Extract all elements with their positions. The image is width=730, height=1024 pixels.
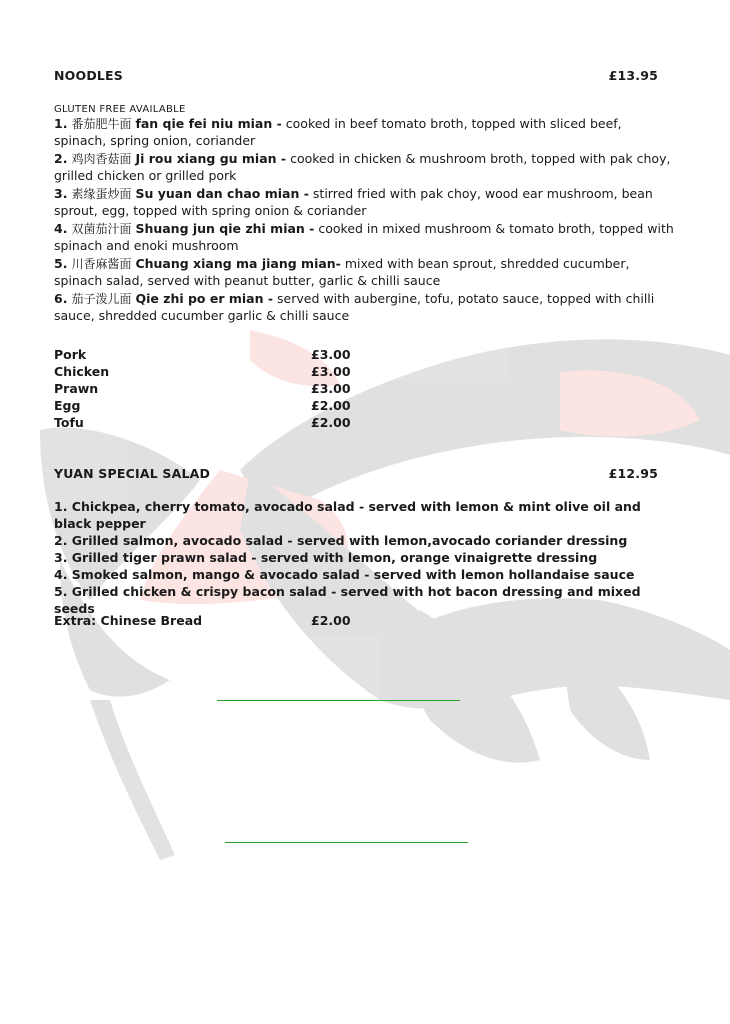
noodle-item [54,116,674,148]
extra-name: Chicken [54,364,110,379]
extra-name: Pork [54,347,87,362]
noodle-list [54,116,674,326]
item-chinese-name: 素缘蛋炒面 [71,187,132,201]
item-chinese-name: 双菌茄汁面 [71,222,132,236]
noodle-item [54,256,674,288]
extra-price: £3.00 [311,364,351,379]
extra-row [54,363,354,380]
item-description: cooked in chicken & mushroom broth, topped with pak choy, grilled chicken or grilled pork [54,151,671,183]
extra-row [54,346,354,363]
extra-bread-row [54,612,354,629]
extra-row [54,397,354,414]
noodle-item [54,151,674,183]
green-divider-line [225,842,468,843]
item-description: stirred fried with pak choy, wood ear mushroom, bean sprout, egg, topped with spring onion & coriander [54,186,653,218]
item-name: fan qie fei niu mian - [135,116,282,131]
extra-name: Prawn [54,381,99,396]
item-description: cooked in beef tomato broth, topped with sliced beef, spinach, spring onion, coriander [54,116,622,148]
section-title: NOODLES [54,68,123,83]
section-title: YUAN SPECIAL SALAD [54,466,211,481]
salad-list [54,498,679,617]
item-number: 4. [54,221,68,236]
green-divider-line [217,700,460,701]
noodle-item [54,291,674,323]
item-chinese-name: 茄子泼儿面 [71,292,132,306]
item-number: 2. [54,151,68,166]
extra-price: £2.00 [311,415,351,430]
item-name: Chuang xiang ma jiang mian- [135,256,341,271]
item-description: mixed with bean sprout, shredded cucumber, spinach salad, served with peanut butter, garlic & chilli sauce [54,256,630,288]
extra-name: Tofu [54,415,84,430]
item-name: Qie zhi po er mian - [135,291,274,306]
noodles-header [54,68,658,83]
item-number: 3. [54,186,68,201]
item-chinese-name: 番茄肥牛面 [71,117,132,131]
salad-item: 1. Chickpea, cherry tomato, avocado salad - served with lemon & mint olive oil and black pepper [54,499,641,531]
extra-name: Extra: Chinese Bread [54,613,203,628]
extra-price: £3.00 [311,381,351,396]
extra-name: Egg [54,398,81,413]
extra-price: £2.00 [311,613,351,628]
extra-row [54,414,354,431]
extra-price: £3.00 [311,347,351,362]
gluten-free-note: GLUTEN FREE AVAILABLE [54,104,186,115]
salad-header [54,466,658,481]
item-name: Shuang jun qie zhi mian - [135,221,315,236]
section-price: £13.95 [608,68,658,83]
noodle-item [54,221,674,253]
extra-row [54,380,354,397]
item-name: Ji rou xiang gu mian - [135,151,287,166]
salad-item: 4. Smoked salmon, mango & avocado salad - served with lemon hollandaise sauce [54,567,635,582]
extra-price: £2.00 [311,398,351,413]
item-number: 1. [54,116,68,131]
noodle-item [54,186,674,218]
item-number: 6. [54,291,68,306]
item-name: Su yuan dan chao mian - [135,186,309,201]
section-price: £12.95 [608,466,658,481]
salad-item: 3. Grilled tiger prawn salad - served with lemon, orange vinaigrette dressing [54,550,598,565]
item-number: 5. [54,256,68,271]
item-chinese-name: 鸡肉香菇面 [71,152,132,166]
item-description: served with aubergine, tofu, potato sauce, topped with chilli sauce, shredded cucumber garlic & chilli sauce [54,291,655,323]
item-description: cooked in mixed mushroom & tomato broth, topped with spinach and enoki mushroom [54,221,674,253]
item-chinese-name: 川香麻酱面 [71,257,132,271]
salad-item: 5. Grilled chicken & crispy bacon salad - served with hot bacon dressing and mixed seeds [54,584,641,616]
salad-item: 2. Grilled salmon, avocado salad - served with lemon,avocado coriander dressing [54,533,628,548]
